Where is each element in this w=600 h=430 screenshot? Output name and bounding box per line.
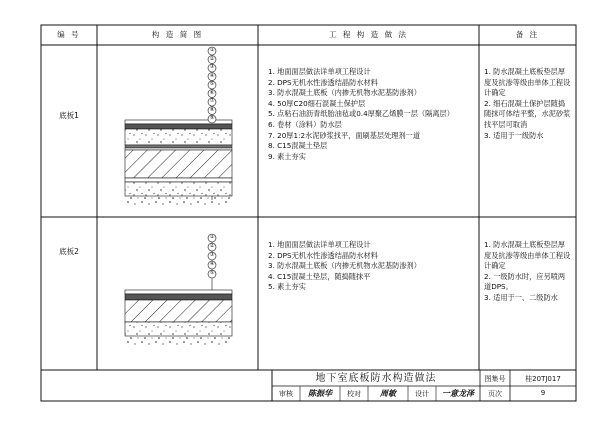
step-item: 4. 50厚C20细石混凝土保护层 <box>268 98 366 108</box>
note-item: 1. 防水混凝土底板垫层厚度及抗渗等级由单体工程设计确定 <box>484 240 571 271</box>
notes-2 <box>484 240 572 304</box>
note-item: 3. 适用于一、二级防水 <box>484 292 558 302</box>
step-item: 5. 素土夯实 <box>268 282 306 292</box>
atlas-number: 桂20TJ017 <box>525 375 561 383</box>
callout-label: ⑥ <box>209 89 215 96</box>
header-method: 工 程 构 造 做 法 <box>329 30 408 39</box>
callout-label: ⑨ <box>209 115 215 121</box>
design-label: 设计 <box>415 390 429 398</box>
step-item: 1. 地面面层做法详单项工程设计 <box>268 240 371 249</box>
callout-label: ② <box>209 55 215 62</box>
step-item: 2. DPS无机水性渗透结晶防水材料 <box>268 250 378 260</box>
step-item: 2. DPS无机水性渗透结晶防水材料 <box>268 77 378 87</box>
header-notes: 备 注 <box>515 30 540 39</box>
callout-label: ⑤ <box>209 270 215 276</box>
callout-label: ③ <box>209 252 215 258</box>
drawing-title: 地下室底板防水构造做法 <box>315 373 437 384</box>
callout-label: ⑦ <box>209 98 215 104</box>
callout-label: ③ <box>209 64 215 70</box>
callout-label: ⑤ <box>209 81 215 87</box>
atlas-label: 图集号 <box>484 375 506 383</box>
step-item: 3. 防水混凝土底板（内掺无机物水泥基防渗剂） <box>268 88 421 98</box>
notes-1 <box>484 67 572 141</box>
note-item: 1. 防水混凝土底板垫层厚度及抗渗等级由单体工程设计确定 <box>484 67 571 98</box>
construction-steps-1 <box>268 67 476 162</box>
check-signature: 周敏 <box>380 388 396 398</box>
callout-label: ① <box>209 47 215 53</box>
page-label: 页次 <box>488 390 502 398</box>
step-item: 9. 素土夯实 <box>268 151 306 161</box>
review-signature: 陈振华 <box>308 388 332 398</box>
step-item: 1. 地面面层做法详单项工程设计 <box>268 67 371 76</box>
note-item: 2. 一级防水时，应另喷两道DPS。 <box>484 271 566 292</box>
callout-label: ④ <box>209 261 215 267</box>
note-item: 3. 适用于一级防水 <box>484 130 544 140</box>
step-item: 4. C15混凝土垫层，随捣随抹平 <box>268 271 371 281</box>
row-code-1: 底板1 <box>59 111 79 120</box>
step-item: 7. 20厚1:2水泥砂浆找平，面刷基层处理剂一道 <box>268 130 421 140</box>
callout-label: ② <box>209 243 215 249</box>
page-number: 9 <box>540 389 546 397</box>
step-item: 3. 防水混凝土底板（内掺无机物水泥基防渗剂） <box>268 261 421 271</box>
callout-label: ④ <box>209 72 215 79</box>
review-label: 审核 <box>279 390 293 398</box>
callout-labels-2 <box>207 233 217 278</box>
check-label: 校对 <box>347 390 361 398</box>
step-item: 6. 卷材（涂料）防水层 <box>268 119 342 129</box>
note-item: 2. 细石混凝土保护层随捣随抹可体结平整，水泥砂浆找平层可取消 <box>484 98 571 129</box>
step-item: 5. 点粘石油沥青纸胎油毡或0.4厚聚乙烯膜一层（隔离层） <box>268 109 454 119</box>
callout-labels-1 <box>207 46 217 123</box>
step-item: 8. C15混凝土垫层 <box>268 141 328 151</box>
header-sketch: 构 造 简 图 <box>151 30 204 39</box>
construction-steps-2 <box>268 240 476 293</box>
callout-label: ⑧ <box>209 106 215 113</box>
callout-label: ① <box>209 234 215 240</box>
design-signature: 一意龙泽 <box>442 388 474 398</box>
row-code-2: 底板2 <box>59 247 79 256</box>
header-number: 编 号 <box>57 30 81 39</box>
